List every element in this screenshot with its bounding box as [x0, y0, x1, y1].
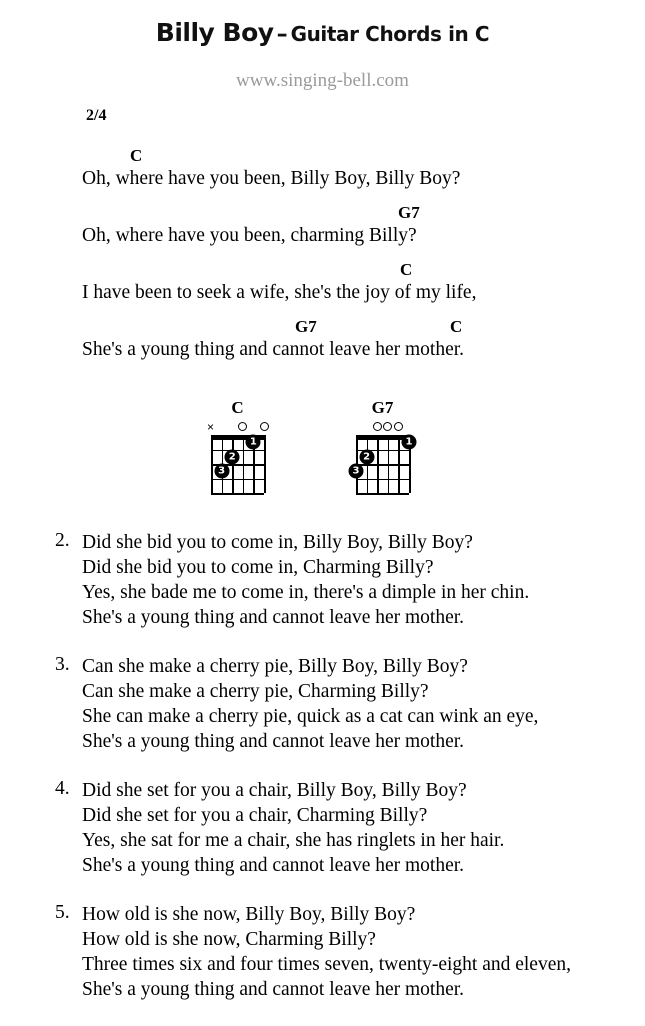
verse-block — [0, 654, 645, 754]
chorded-line — [0, 317, 645, 374]
fret-line — [356, 464, 409, 466]
open-string-icon — [238, 422, 247, 431]
verse-lines — [82, 530, 645, 630]
fretboard-grid — [352, 435, 413, 493]
string-line — [264, 435, 266, 493]
fret-line — [356, 493, 409, 495]
lyric-line: Did she bid you to come in, Charming Billy? — [82, 557, 434, 578]
chorded-line — [0, 146, 645, 203]
page-title — [0, 18, 645, 47]
verse-lines — [82, 654, 645, 754]
lyric-line: She's a young thing and cannot leave her mother. — [82, 339, 465, 360]
finger-dot: 1 — [246, 435, 261, 450]
lyric-line: She's a young thing and cannot leave her mother. — [82, 855, 465, 876]
lyric-line: How old is she now, Charming Billy? — [82, 929, 376, 950]
lyric-line: Oh, where have you been, Billy Boy, Billy Boy? — [82, 168, 461, 189]
open-string-icon — [394, 422, 403, 431]
verse-one-with-chords — [0, 146, 645, 374]
lyric-line: Did she set for you a chair, Billy Boy, Billy Boy? — [82, 780, 467, 801]
title-dash: – — [276, 22, 288, 47]
finger-dot: 3 — [349, 464, 364, 479]
finger-dot: 1 — [402, 435, 417, 450]
open-string-icon — [260, 422, 269, 431]
verse-lines — [82, 778, 645, 878]
lyric-line: Did she bid you to come in, Billy Boy, Billy Boy? — [82, 532, 473, 553]
chorded-line — [0, 203, 645, 260]
website-url: www.singing-bell.com — [236, 70, 409, 91]
string-markers — [350, 420, 415, 434]
lyric-line: Yes, she sat for me a chair, she has ringlets in her hair. — [82, 830, 505, 851]
open-string-icon — [383, 422, 392, 431]
chord-diagram — [205, 398, 270, 503]
verse-number: 5. — [55, 902, 70, 923]
lyric-line: She's a young thing and cannot leave her mother. — [82, 979, 465, 1000]
title-subtitle: Guitar Chords in C — [290, 22, 490, 46]
lyric-line: She can make a cherry pie, quick as a cat can wink an eye, — [82, 706, 539, 727]
song-title: Billy Boy — [155, 18, 274, 47]
verse-number: 3. — [55, 654, 70, 675]
muted-string-icon: × — [207, 420, 215, 434]
lyric-line: She's a young thing and cannot leave her mother. — [82, 607, 465, 628]
verse-number: 2. — [55, 530, 70, 551]
chord-diagram — [350, 398, 415, 503]
chord-label: C — [130, 146, 143, 165]
verse-number: 4. — [55, 778, 70, 799]
chord-row — [0, 317, 645, 339]
lyric-line: Can she make a cherry pie, Billy Boy, Billy Boy? — [82, 656, 468, 677]
lyric-line: Yes, she bade me to come in, there's a dimple in her chin. — [82, 582, 530, 603]
chord-row — [0, 146, 645, 168]
chord-diagram-name: C — [231, 398, 244, 417]
chord-row — [0, 260, 645, 282]
verse-block — [0, 530, 645, 630]
chord-diagram-name: G7 — [371, 398, 394, 417]
lyric-line: How old is she now, Billy Boy, Billy Boy? — [82, 904, 416, 925]
finger-dot: 2 — [359, 449, 374, 464]
chord-label: C — [400, 260, 413, 279]
lyric-line: Can she make a cherry pie, Charming Billy? — [82, 681, 429, 702]
fretboard-grid — [211, 435, 264, 493]
open-string-icon — [373, 422, 382, 431]
chord-label: C — [450, 317, 463, 336]
string-markers — [205, 420, 270, 434]
chord-row — [0, 203, 645, 225]
finger-dot: 3 — [214, 464, 229, 479]
chord-diagram-group — [0, 398, 645, 508]
chorded-line — [0, 260, 645, 317]
verse-block — [0, 778, 645, 878]
verse-block — [0, 902, 645, 1002]
fret-line — [211, 493, 264, 495]
chord-label: G7 — [295, 317, 317, 336]
verse-lines — [82, 902, 645, 1002]
finger-dot: 2 — [225, 449, 240, 464]
time-signature: 2/4 — [86, 107, 107, 124]
lyric-line: I have been to seek a wife, she's the joy of my life, — [82, 282, 477, 303]
lyric-line: Three times six and four times seven, twenty-eight and eleven, — [82, 954, 571, 975]
fret-line — [356, 479, 409, 481]
verse-list — [0, 530, 645, 1026]
fret-line — [211, 479, 264, 481]
lyric-line: Did she set for you a chair, Charming Billy? — [82, 805, 428, 826]
lyric-line: She's a young thing and cannot leave her mother. — [82, 731, 465, 752]
lyric-line: Oh, where have you been, charming Billy? — [82, 225, 417, 246]
chord-label: G7 — [398, 203, 420, 222]
